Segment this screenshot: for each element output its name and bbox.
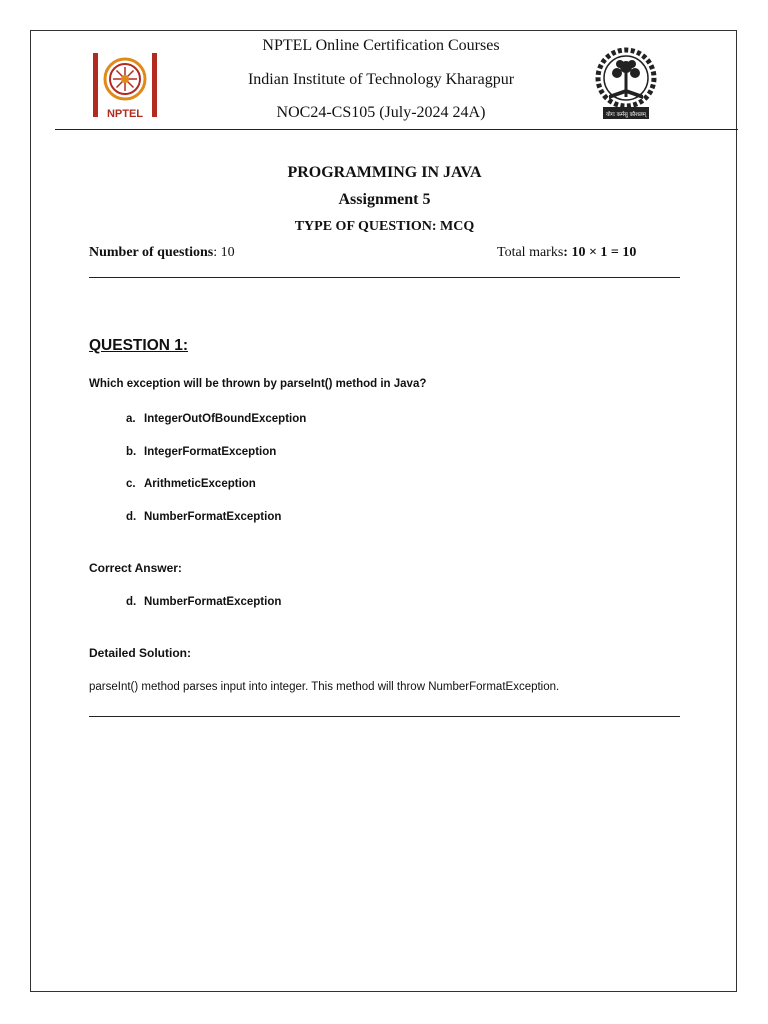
correct-answer bbox=[126, 596, 281, 608]
meta-divider bbox=[89, 277, 680, 278]
iit-kharagpur-logo bbox=[591, 45, 661, 123]
number-of-questions bbox=[89, 245, 235, 261]
total-marks-label: Total marks bbox=[497, 245, 564, 260]
total-marks-value: : 10 × 1 = 10 bbox=[563, 245, 637, 260]
option-label: d. bbox=[126, 511, 137, 523]
header-line-1: NPTEL Online Certification Courses bbox=[262, 37, 500, 54]
solution-text: parseInt() method parses input into integer. This method will throw NumberFormatException. bbox=[89, 681, 560, 693]
option-text: IntegerFormatException bbox=[144, 446, 277, 458]
nptel-logo-text: NPTEL bbox=[106, 108, 144, 120]
option-text: NumberFormatException bbox=[144, 596, 282, 608]
number-of-questions-value: : 10 bbox=[213, 245, 235, 260]
header-divider bbox=[55, 129, 738, 130]
option-label: c. bbox=[126, 478, 136, 490]
option-c bbox=[126, 478, 256, 490]
question-end-divider bbox=[89, 716, 680, 717]
header-line-2: Indian Institute of Technology Kharagpur bbox=[247, 71, 515, 88]
total-marks bbox=[497, 245, 636, 261]
header-line-3: NOC24-CS105 (July-2024 24A) bbox=[276, 104, 486, 121]
question-text: Which exception will be thrown by parseInt() method in Java? bbox=[89, 378, 427, 390]
option-a bbox=[126, 413, 306, 425]
question-type: TYPE OF QUESTION: MCQ bbox=[294, 219, 475, 234]
option-text: NumberFormatException bbox=[144, 511, 282, 523]
nptel-logo bbox=[91, 51, 159, 121]
option-text: ArithmeticException bbox=[144, 478, 256, 490]
solution-heading: Detailed Solution: bbox=[89, 646, 191, 660]
option-label: b. bbox=[126, 446, 137, 458]
correct-answer-heading: Correct Answer: bbox=[89, 561, 182, 575]
course-title: PROGRAMMING IN JAVA bbox=[287, 164, 482, 181]
option-label: a. bbox=[126, 413, 136, 425]
option-text: IntegerOutOfBoundException bbox=[144, 413, 307, 425]
document-page bbox=[30, 30, 737, 992]
option-b bbox=[126, 446, 276, 458]
iit-logo-motto: योगः कर्मसु कौशलम् bbox=[606, 112, 646, 118]
option-label: d. bbox=[126, 596, 137, 608]
question-heading: QUESTION 1: bbox=[89, 337, 189, 354]
option-d bbox=[126, 511, 281, 523]
number-of-questions-label: Number of questions bbox=[89, 245, 214, 260]
assignment-number: Assignment 5 bbox=[338, 191, 431, 208]
